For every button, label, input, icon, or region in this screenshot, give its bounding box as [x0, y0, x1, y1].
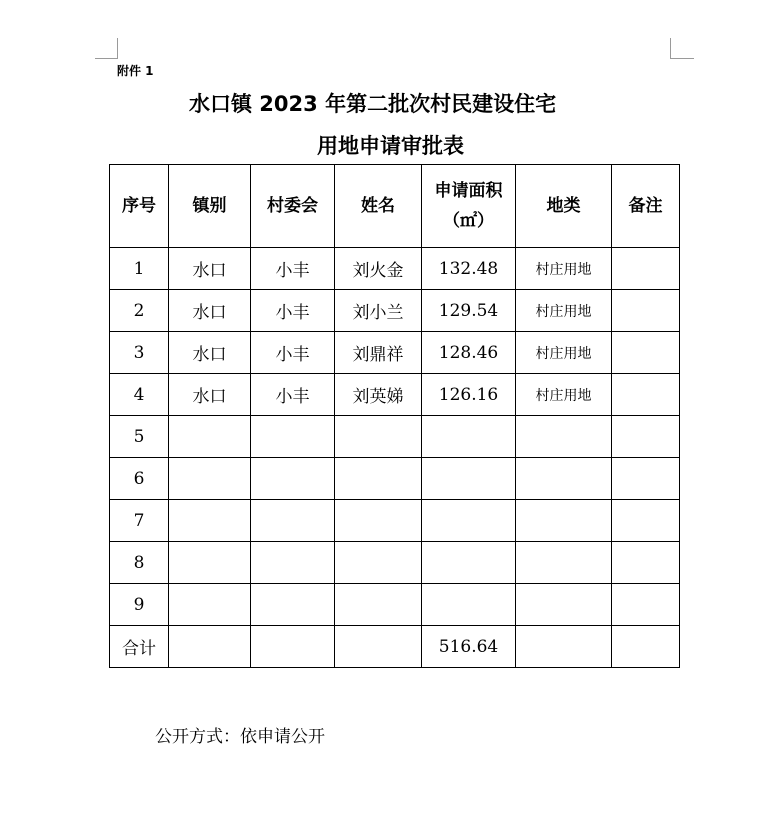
header-area-line2: （㎡）	[443, 211, 494, 231]
cell-seq: 7	[110, 500, 169, 542]
document-title-line2: 用地申请审批表	[317, 134, 464, 158]
cell-name: 刘英娣	[335, 374, 422, 416]
cell-remarks	[612, 542, 680, 584]
cell-town: 水口	[169, 332, 251, 374]
cell-seq: 4	[110, 374, 169, 416]
page-corner-mark	[670, 38, 671, 59]
cell-name: 刘小兰	[335, 290, 422, 332]
cell-name: 刘火金	[335, 248, 422, 290]
cell-seq: 3	[110, 332, 169, 374]
cell-land-type: 村庄用地	[516, 374, 612, 416]
cell-area	[422, 458, 516, 500]
table-row	[110, 542, 680, 584]
cell-town: 水口	[169, 248, 251, 290]
table-header-row	[110, 165, 680, 248]
cell-seq: 1	[110, 248, 169, 290]
cell-name	[335, 458, 422, 500]
cell-remarks	[612, 248, 680, 290]
cell-remarks	[612, 332, 680, 374]
cell-remarks	[612, 584, 680, 626]
cell-seq: 2	[110, 290, 169, 332]
cell-name	[335, 500, 422, 542]
approval-table	[109, 164, 680, 668]
cell-name	[335, 626, 422, 668]
cell-area: 132.48	[422, 248, 516, 290]
cell-town	[169, 542, 251, 584]
table-row	[110, 374, 680, 416]
cell-area	[422, 416, 516, 458]
cell-village: 小丰	[251, 374, 335, 416]
cell-village: 小丰	[251, 332, 335, 374]
cell-land-type: 村庄用地	[516, 248, 612, 290]
table-row	[110, 500, 680, 542]
cell-area: 129.54	[422, 290, 516, 332]
disclosure-method: 公开方式：依申请公开	[155, 727, 325, 747]
cell-seq: 9	[110, 584, 169, 626]
cell-land-type	[516, 458, 612, 500]
cell-remarks	[612, 290, 680, 332]
page-corner-mark	[670, 58, 694, 59]
cell-village	[251, 626, 335, 668]
cell-village: 小丰	[251, 290, 335, 332]
cell-land-type	[516, 626, 612, 668]
cell-area	[422, 500, 516, 542]
table-row	[110, 332, 680, 374]
cell-name: 刘鼎祥	[335, 332, 422, 374]
cell-remarks	[612, 374, 680, 416]
table-total-row	[110, 626, 680, 668]
cell-area	[422, 542, 516, 584]
cell-name	[335, 584, 422, 626]
cell-land-type	[516, 500, 612, 542]
cell-remarks	[612, 626, 680, 668]
cell-name	[335, 542, 422, 584]
cell-land-type	[516, 584, 612, 626]
cell-village	[251, 584, 335, 626]
header-name: 姓名	[335, 165, 422, 248]
cell-village	[251, 416, 335, 458]
cell-remarks	[612, 416, 680, 458]
cell-land-type: 村庄用地	[516, 290, 612, 332]
cell-land-type: 村庄用地	[516, 332, 612, 374]
cell-town	[169, 584, 251, 626]
cell-remarks	[612, 500, 680, 542]
cell-seq: 6	[110, 458, 169, 500]
page-corner-mark	[117, 38, 118, 59]
page-corner-mark	[95, 58, 117, 59]
cell-land-type	[516, 416, 612, 458]
header-remarks: 备注	[612, 165, 680, 248]
cell-seq: 5	[110, 416, 169, 458]
header-village: 村委会	[251, 165, 335, 248]
total-label: 合计	[110, 626, 169, 668]
header-area-line1: 申请面积	[434, 181, 503, 201]
cell-village	[251, 542, 335, 584]
cell-village	[251, 500, 335, 542]
header-town: 镇别	[169, 165, 251, 248]
total-area: 516.64	[422, 626, 516, 668]
cell-town	[169, 458, 251, 500]
cell-town	[169, 626, 251, 668]
header-area	[422, 165, 516, 248]
cell-seq: 8	[110, 542, 169, 584]
header-land-type: 地类	[516, 165, 612, 248]
cell-town: 水口	[169, 374, 251, 416]
cell-town	[169, 500, 251, 542]
cell-area: 126.16	[422, 374, 516, 416]
table-row	[110, 584, 680, 626]
cell-remarks	[612, 458, 680, 500]
header-seq: 序号	[110, 165, 169, 248]
table-row	[110, 416, 680, 458]
table-row	[110, 248, 680, 290]
cell-land-type	[516, 542, 612, 584]
attachment-label: 附件 1	[117, 64, 154, 78]
cell-village	[251, 458, 335, 500]
cell-village: 小丰	[251, 248, 335, 290]
document-title-line1: 水口镇 2023 年第二批次村民建设住宅	[189, 92, 557, 116]
cell-town	[169, 416, 251, 458]
cell-town: 水口	[169, 290, 251, 332]
cell-name	[335, 416, 422, 458]
table-row	[110, 290, 680, 332]
table-row	[110, 458, 680, 500]
cell-area	[422, 584, 516, 626]
cell-area: 128.46	[422, 332, 516, 374]
